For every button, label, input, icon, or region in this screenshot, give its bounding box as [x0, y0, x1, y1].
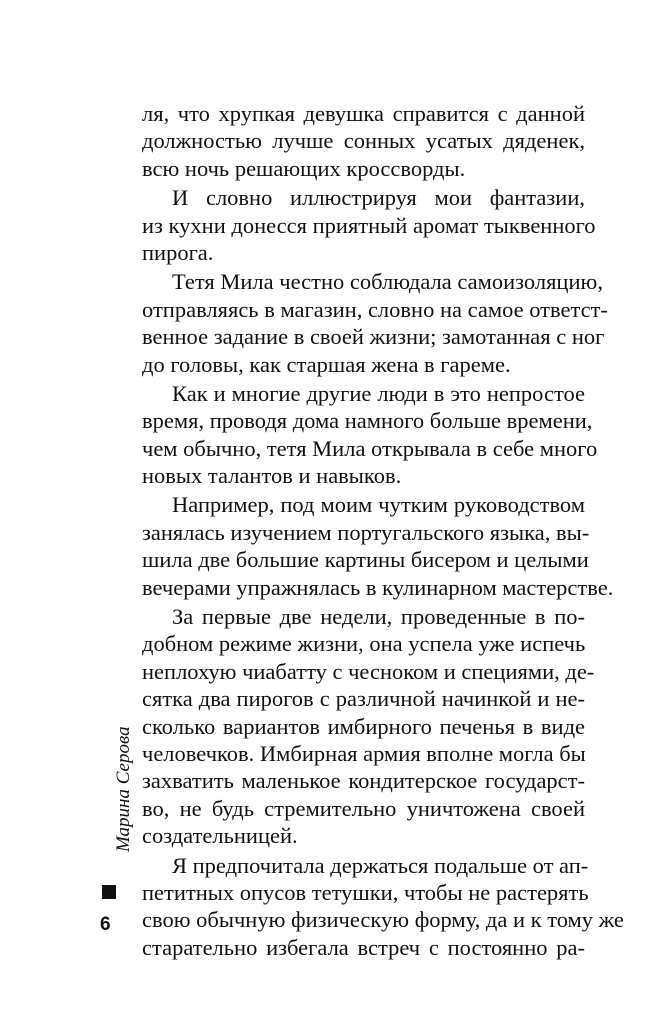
text-line: шила две большие картины бисером и целыми [142, 547, 589, 573]
paragraph [142, 852, 624, 962]
text-line: новых талантов и навыков. [142, 463, 402, 489]
paragraph [142, 603, 595, 850]
text-line: Тетя Мила честно соблюдала самоизоляцию, [172, 269, 603, 295]
paragraph [142, 380, 598, 490]
text-line: вечерами упражнялась в кулинарном мастерстве. [142, 574, 614, 600]
text-line: старательно избегала встреч с постоянно ра- [142, 934, 585, 960]
text-line: За первые две недели, проведенные в по- [172, 604, 585, 630]
text-line: Как и многие другие люди в это непростое [172, 380, 585, 406]
text-line: должностью лучше сонных усатых дяденек, [142, 128, 585, 154]
text-line: из кухни донесся приятный аромат тыквенного [142, 212, 596, 238]
text-line: человечков. Имбирная армия вполне могла бы [142, 740, 586, 766]
text-line: пирога. [142, 239, 214, 265]
text-line: неплохую чиабатту с чесноком и специями, де- [142, 658, 595, 684]
text-line: Я предпочитала держаться подальше от ап- [172, 852, 589, 878]
text-line: петитных опусов тетушки, чтобы не растерять [142, 879, 589, 905]
text-line: до головы, как старшая жена в гареме. [142, 351, 511, 377]
text-line: захватить маленькое кондитерское государст- [142, 768, 585, 794]
text-line: во, не будь стремительно уничтожена своей [142, 795, 585, 821]
text-line: сятка два пирогов с различной начинкой и не- [142, 686, 585, 712]
text-line: создательницей. [142, 823, 298, 849]
paragraph [142, 268, 608, 378]
text-line: занялась изучением португальского языка, вы- [142, 519, 590, 545]
text-line: сколько вариантов имбирного печенья в виде [142, 713, 585, 739]
text-line: время, проводя дома намного больше времени, [142, 408, 593, 434]
text-line: чем обычно, тетя Мила открывала в себе много [142, 435, 598, 461]
text-line: ля, что хрупкая девушка справится с данной [142, 101, 585, 126]
text-line: добном режиме жизни, она успела уже испечь [142, 631, 586, 657]
text-line: всю ночь решающих кроссворды. [142, 155, 466, 181]
running-head-author: Марина Серова [113, 726, 134, 852]
square-marker-icon [102, 885, 116, 899]
text-line: свою обычную физическую форму, да и к тому же [142, 907, 624, 933]
paragraph [142, 100, 585, 182]
body-text [142, 100, 624, 961]
text-line: отправляясь в магазин, словно на самое ответст- [142, 296, 608, 322]
text-line: И словно иллюстрируя мои фантазии, [172, 185, 585, 211]
paragraph [142, 491, 614, 601]
text-line: Например, под моим чутким руководством [172, 492, 585, 518]
paragraph [142, 184, 596, 266]
text-line: венное задание в своей жизни; замотанная с ног [142, 324, 605, 350]
page-number: 6 [100, 914, 111, 935]
